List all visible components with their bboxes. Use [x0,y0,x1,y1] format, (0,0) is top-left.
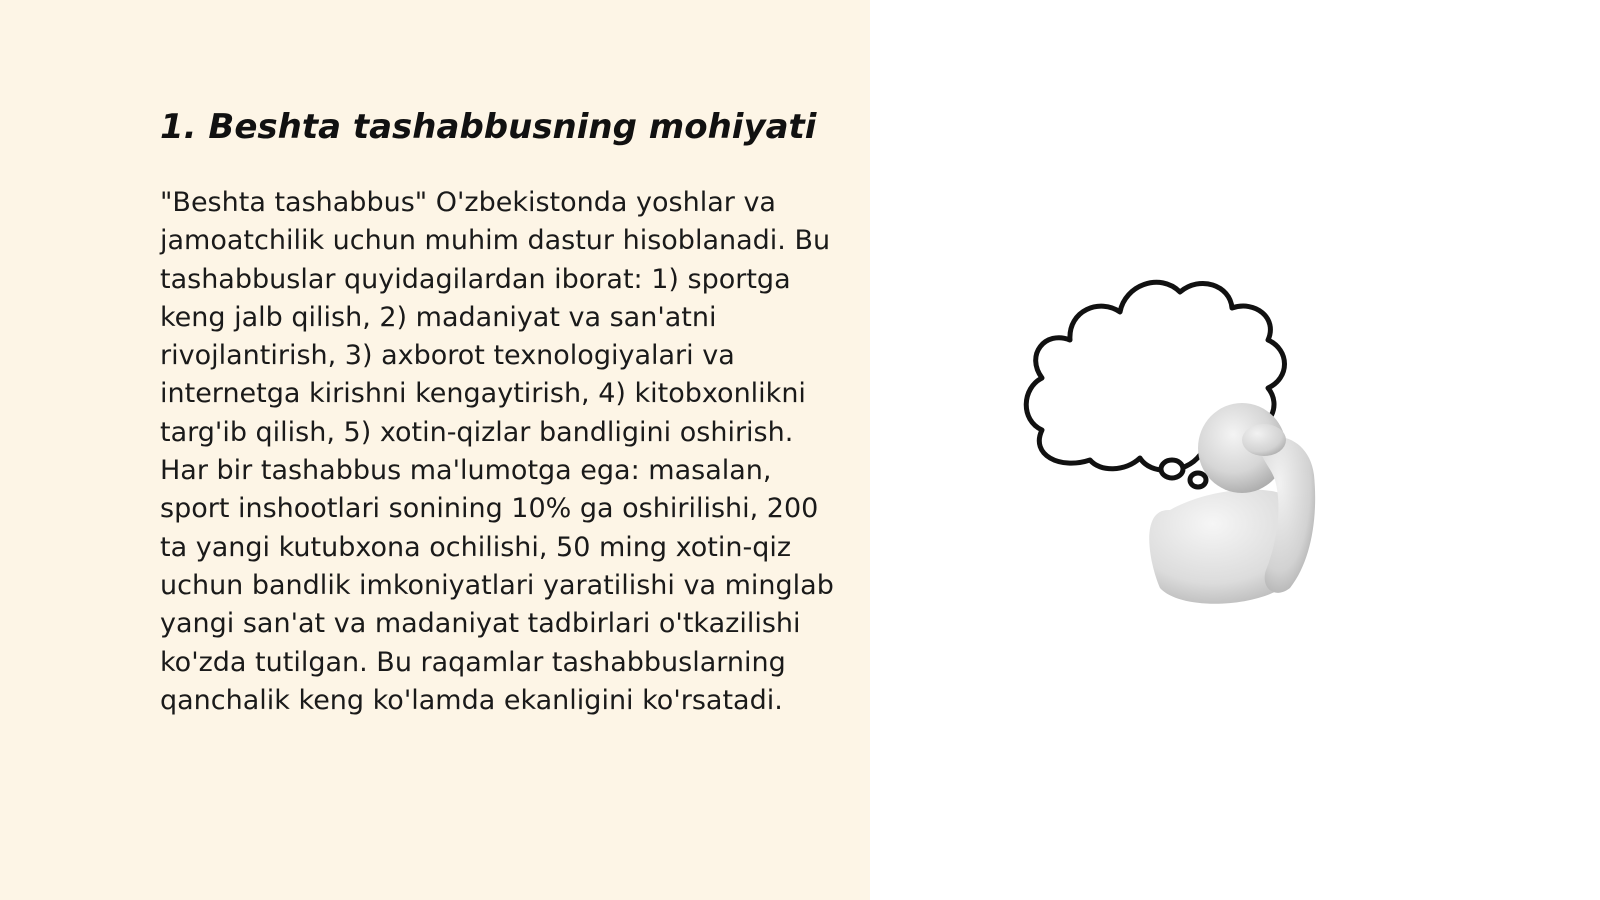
slide-body-text: "Beshta tashabbus" O'zbekistonda yoshlar va jamoatchilik uchun muhim dastur hisoblanadi. Bu tashabbuslar quyidagilardan iborat: 1) sportga keng jalb qilish, 2) madaniyat va san'atni rivojlantirish, 3) axborot texnologiyalari va internetga kirishni kengaytirish, 4) kitobxonlikni targ'ib qilish, 5) xotin-qizlar bandligini oshirish. Har bir tashabbus ma'lumotga ega: masalan, sport inshootlari sonining 10% ga oshirilishi, 200 ta yangi kutubxona ochilishi, 50 ming xotin-qiz uchun bandlik imkoniyatlari yaratilishi va minglab yangi san'at va madaniyat tadbirlari o'tkazilishi ko'zda tutilgan. Bu raqamlar tashabbuslarning qanchalik keng ko'lamda ekanligini ko'rsatadi. [160,187,834,716]
slide-title: 1. Beshta tashabbusning mohiyati [160,107,817,147]
thinking-person-icon [1020,270,1350,620]
